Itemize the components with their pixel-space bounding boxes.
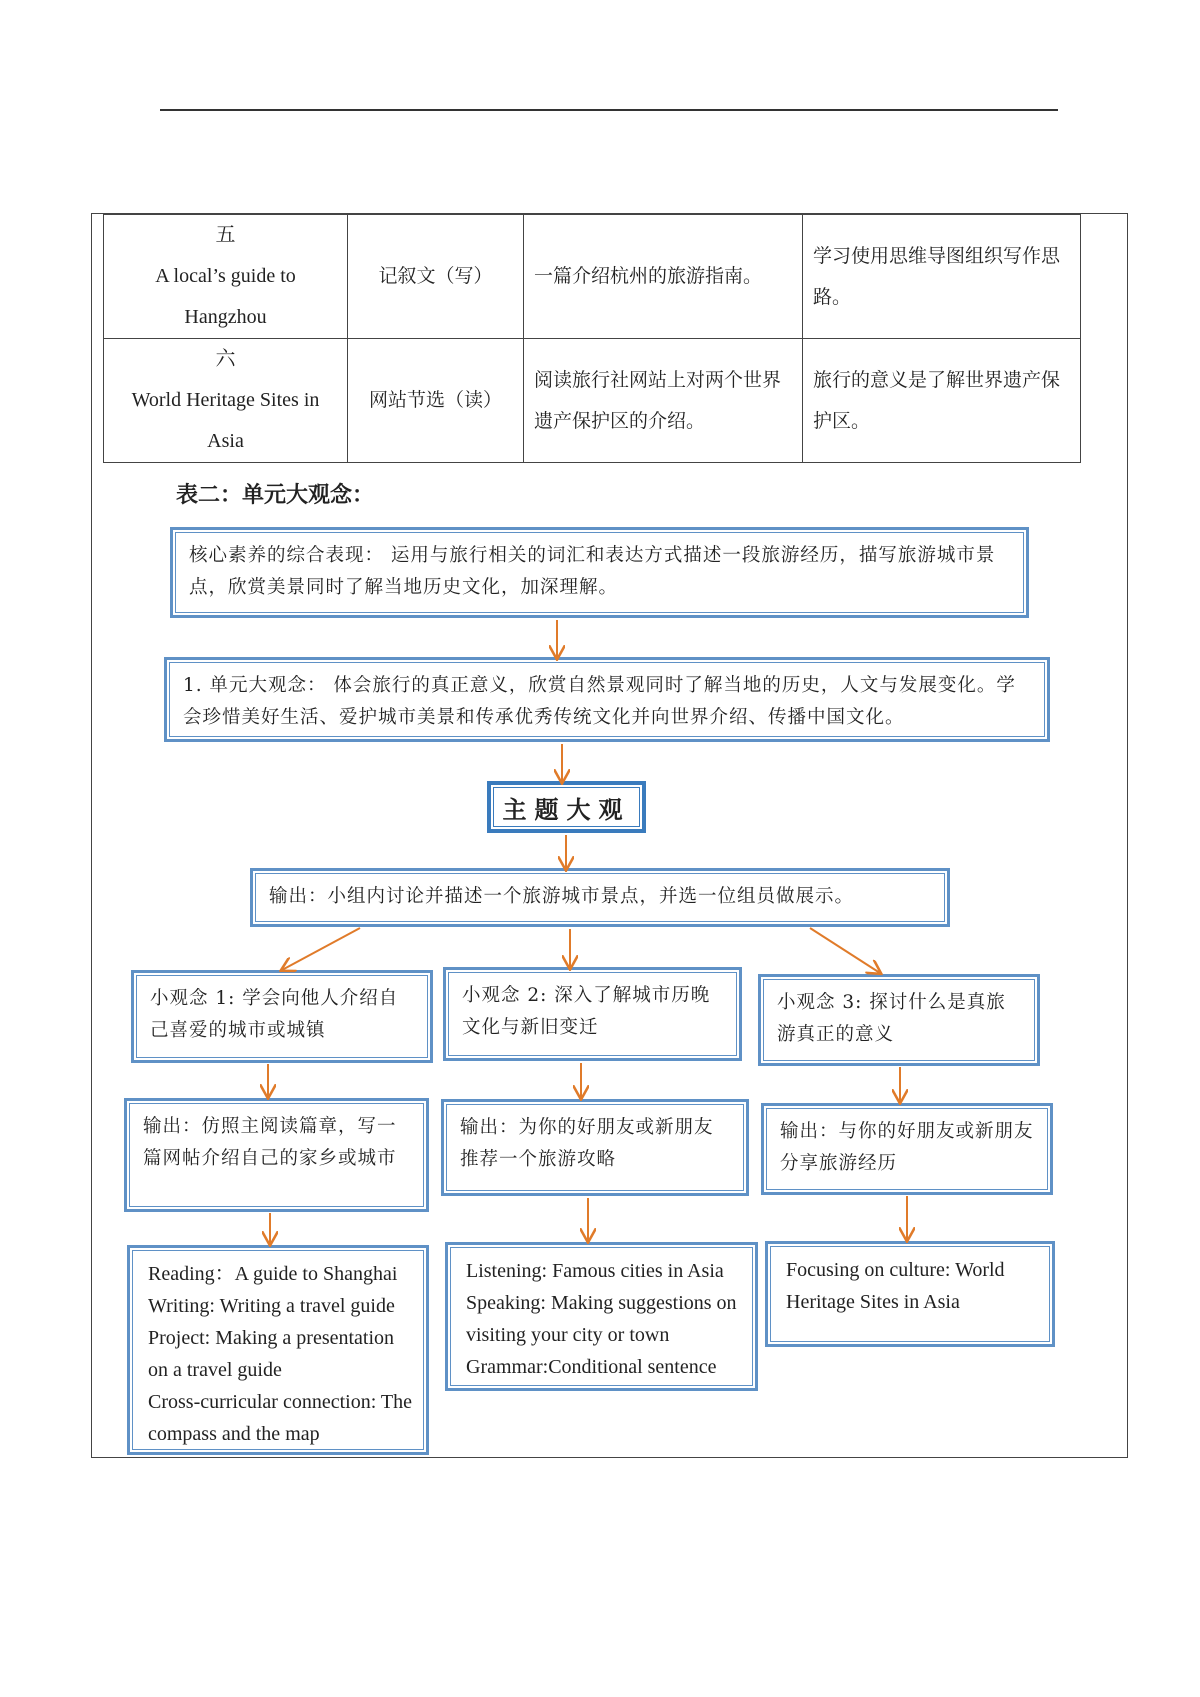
theme-box: 主题大观 <box>487 781 646 833</box>
output-3-box: 输出：与你的好朋友或新朋友分享旅游经历 <box>761 1103 1053 1195</box>
big-idea-box: 1. 单元大观念： 体会旅行的真正意义，欣赏自然景观同时了解当地的历史，人文与发展变化。学会珍惜美好生活、爱护城市美景和传承优秀传统文化并向世界介绍、传播中国文化。 <box>164 657 1050 742</box>
arrow-output-to-sub3 <box>810 928 880 973</box>
core-competency-box: 核心素养的综合表现： 运用与旅行相关的词汇和表达方式描述一段旅游经历，描写旅游城市景点，欣赏美景同时了解当地历史文化，加深理解。 <box>170 527 1029 618</box>
lesson-item: Grammar:Conditional sentence <box>466 1356 717 1378</box>
lesson-item: Reading：A guide to Shanghai <box>148 1263 398 1285</box>
lesson-item: Listening: Famous cities in Asia <box>466 1260 724 1282</box>
sub-idea-1-box: 小观念 1: 学会向他人介绍自己喜爱的城市或城镇 <box>131 970 433 1063</box>
goal-cell: 旅行的意义是了解世界遗产保护区。 <box>803 339 1081 463</box>
unit-title: A local’s guide to Hangzhou <box>155 265 296 328</box>
unit-number: 六 <box>215 348 236 370</box>
lesson-item: Writing: Writing a travel guide <box>148 1295 395 1317</box>
arrow-output-to-sub1 <box>282 928 360 970</box>
sub-idea-3-box: 小观念 3: 探讨什么是真旅游真正的意义 <box>758 974 1040 1066</box>
lesson-item: Project: Making a presentation on a travel guide <box>148 1327 395 1381</box>
content-cell: 阅读旅行社网站上对两个世界遗产保护区的介绍。 <box>524 339 803 463</box>
lesson-item: Focusing on culture: World Heritage Sites in Asia <box>786 1259 1005 1313</box>
main-output-box: 输出：小组内讨论并描述一个旅游城市景点，并选一位组员做展示。 <box>250 868 950 927</box>
lesson-item: Speaking: Making suggestions on visiting your city or town <box>466 1292 737 1346</box>
unit-number: 五 <box>215 224 236 246</box>
genre-cell: 记叙文（写） <box>348 215 524 339</box>
unit-title: World Heritage Sites in Asia <box>131 389 320 452</box>
output-1-box: 输出：仿照主阅读篇章，写一篇网帖介绍自己的家乡或城市 <box>124 1098 429 1212</box>
content-cell: 一篇介绍杭州的旅游指南。 <box>524 215 803 339</box>
genre-cell: 网站节选（读） <box>348 339 524 463</box>
output-2-box: 输出：为你的好朋友或新朋友推荐一个旅游攻略 <box>441 1099 749 1196</box>
sub-idea-2-box: 小观念 2: 深入了解城市历晚文化与新旧变迁 <box>443 967 742 1061</box>
goal-cell: 学习使用思维导图组织写作思路。 <box>803 215 1081 339</box>
section-heading: 表二：单元大观念： <box>176 483 375 508</box>
lesson-item: Cross-curricular connection: The compass and the map <box>148 1391 412 1445</box>
